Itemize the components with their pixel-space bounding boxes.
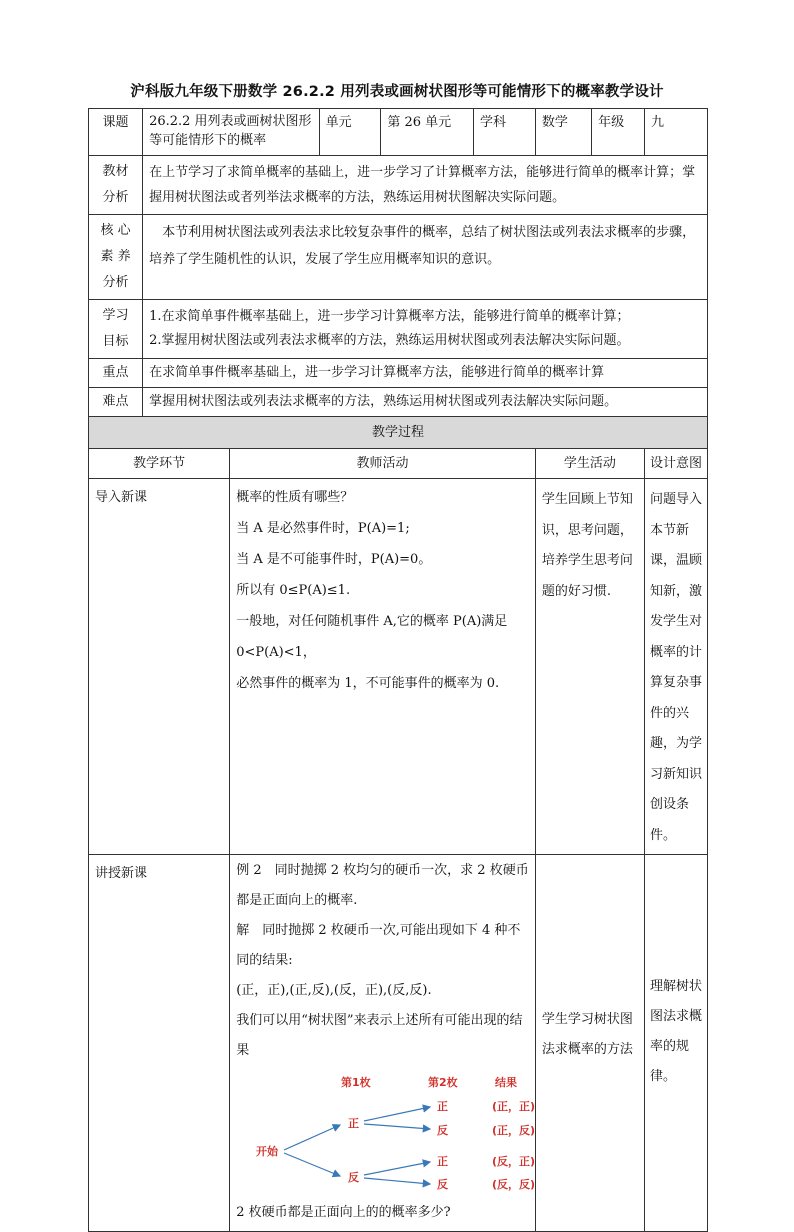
lesson-plan-table	[88, 108, 708, 1232]
lecture-design: 理解树状图法求概率的规律。	[645, 855, 708, 1232]
goal-item: 2.掌握用树状图法或列表法求概率的方法，熟练运用树状图或列表法解决实际问题。	[149, 333, 630, 348]
goals-text	[143, 300, 708, 359]
tree-result: (反，反)	[492, 1178, 536, 1191]
difficulty-label: 难点	[89, 388, 143, 417]
core-label	[89, 215, 143, 300]
course-value: 26.2.2 用列表或画树状图形等可能情形下的概率	[143, 109, 320, 156]
intro-teacher-line: 必然事件的概率为 1，不可能事件的概率为 0.	[236, 676, 500, 691]
intro-stage: 导入新课	[89, 479, 230, 855]
goals-label	[89, 300, 143, 359]
column-header-stage: 教学环节	[89, 449, 230, 479]
tree-branch-arrow	[284, 1125, 340, 1150]
lecture-teacher-line: (正，正),(正,反),(反，正),(反,反).	[236, 983, 432, 998]
tree-diagram-svg	[236, 1066, 552, 1198]
tree-second-node: 反	[437, 1124, 449, 1137]
tree-second-node: 正	[437, 1155, 449, 1168]
intro-row	[89, 479, 708, 855]
tree-first-header: 第1枚	[341, 1076, 371, 1089]
textbook-label	[89, 156, 143, 215]
tree-result-header: 结果	[495, 1076, 518, 1089]
intro-teacher	[230, 479, 536, 855]
intro-teacher-line: 所以有 0≤P(A)≤1.	[236, 583, 351, 598]
textbook-label-line2: 分析	[102, 190, 129, 205]
tree-first-node: 反	[348, 1171, 360, 1184]
lecture-question: 2 枚硬币都是正面向上的的概率多少?	[236, 1205, 451, 1220]
goals-row	[89, 300, 708, 359]
goals-label-line2: 目标	[102, 334, 129, 349]
intro-design: 问题导入本节新课，温顾知新，激发学生对概率的计算复杂事件的兴趣，为学习新知识创设条件。	[645, 479, 708, 855]
textbook-text: 在上节学习了求简单概率的基础上，进一步学习了计算概率方法，能够进行简单的概率计算；掌握用树状图法或者列举法求概率的方法，熟练运用树状图解决实际问题。	[143, 156, 708, 215]
process-columns-row	[89, 449, 708, 479]
tree-diagram	[236, 1066, 536, 1198]
core-label-line2: 素 养	[100, 249, 131, 264]
lecture-stage: 讲授新课	[89, 855, 230, 1232]
tree-branch-arrow	[364, 1124, 430, 1129]
subject-value: 数学	[535, 109, 591, 156]
tree-start: 开始	[256, 1145, 279, 1158]
grade-value: 九	[645, 109, 708, 156]
tree-second-node: 反	[437, 1178, 449, 1191]
course-row	[89, 109, 708, 156]
goals-label-line1: 学习	[102, 308, 129, 323]
tree-result: (正，正)	[492, 1100, 536, 1113]
tree-second-header: 第2枚	[428, 1076, 458, 1089]
lecture-teacher-line: 我们可以用“树状图”来表示上述所有可能出现的结果	[236, 1013, 523, 1058]
core-row	[89, 215, 708, 300]
tree-branch-arrow	[364, 1162, 430, 1175]
intro-teacher-line: 当 A 是必然事件时，P(A)=1;	[236, 521, 410, 536]
unit-label: 单元	[319, 109, 381, 156]
column-header-design: 设计意图	[645, 449, 708, 479]
subject-label: 学科	[474, 109, 536, 156]
column-header-teacher: 教师活动	[230, 449, 536, 479]
tree-second-node: 正	[437, 1100, 449, 1113]
key-label: 重点	[89, 359, 143, 388]
grade-label: 年级	[592, 109, 645, 156]
tree-first-node: 正	[348, 1117, 360, 1130]
tree-branch-arrow	[364, 1178, 430, 1184]
course-label: 课题	[89, 109, 143, 156]
key-row	[89, 359, 708, 388]
lecture-student: 学生学习树状图法求概率的方法	[535, 855, 644, 1232]
textbook-row	[89, 156, 708, 215]
lecture-teacher-line: 解 同时抛掷 2 枚硬币一次,可能出现如下 4 种不同的结果:	[236, 923, 521, 968]
tree-result: (反，正)	[492, 1155, 536, 1168]
intro-teacher-line: 一般地，对任何随机事件 A,它的概率 P(A)满足 0<P(A)<1，	[236, 614, 508, 660]
process-header-row	[89, 417, 708, 449]
intro-teacher-line: 当 A 是不可能事件时，P(A)=0。	[236, 552, 432, 567]
lecture-teacher	[230, 855, 536, 1232]
lecture-teacher-line: 例 2 同时抛掷 2 枚均匀的硬币一次，求 2 枚硬币都是正面向上的概率.	[236, 863, 529, 908]
textbook-label-line1: 教材	[102, 164, 129, 179]
intro-student: 学生回顾上节知识，思考问题，培养学生思考问题的好习惯.	[535, 479, 644, 855]
difficulty-row	[89, 388, 708, 417]
core-label-line1: 核 心	[100, 223, 131, 238]
lecture-row	[89, 855, 708, 1232]
core-label-line3: 分析	[102, 275, 129, 290]
difficulty-text: 掌握用树状图法或列表法求概率的方法，熟练运用树状图或列表法解决实际问题。	[143, 388, 708, 417]
core-text: 本节利用树状图法或列表法求比较复杂事件的概率，总结了树状图法或列表法求概率的步骤，培养了学生随机性的认识，发展了学生应用概率知识的意识。	[143, 215, 708, 300]
column-header-student: 学生活动	[535, 449, 644, 479]
unit-value: 第 26 单元	[381, 109, 474, 156]
process-header: 教学过程	[89, 417, 708, 449]
document-title: 沪科版九年级下册数学 26.2.2 用列表或画树状图形等可能情形下的概率教学设计	[130, 84, 664, 100]
goal-item: 1.在求简单事件概率基础上，进一步学习计算概率方法，能够进行简单的概率计算；	[149, 309, 630, 324]
key-text: 在求简单事件概率基础上，进一步学习计算概率方法，能够进行简单的概率计算	[143, 359, 708, 388]
tree-branch-arrow	[364, 1107, 430, 1121]
tree-branch-arrow	[284, 1153, 340, 1176]
tree-result: (正，反)	[492, 1124, 536, 1137]
intro-teacher-line: 概率的性质有哪些？	[236, 490, 354, 505]
